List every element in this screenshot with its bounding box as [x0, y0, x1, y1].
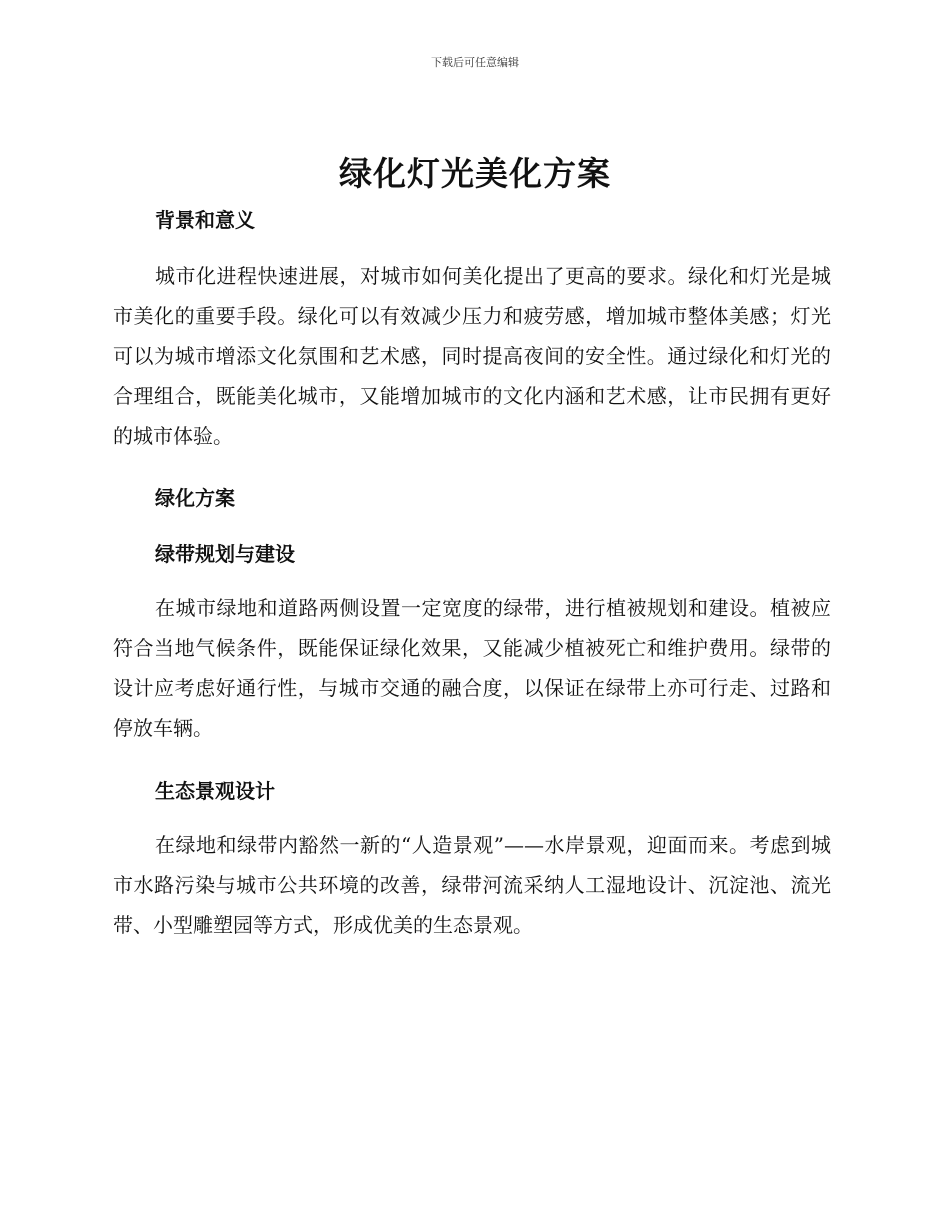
section-heading-green-belt: 绿带规划与建设	[155, 542, 295, 566]
header-note: 下载后可任意编辑	[431, 56, 519, 69]
paragraph-eco-landscape: 在绿地和绿带内豁然一新的“人造景观”——水岸景观，迎面而来。考虑到城市水路污染与城市公共环境的改善，绿带河流采纳人工湿地设计、沉淀池、流光带、小型雕塑园等方式，形成优美的生态景观。	[113, 833, 831, 937]
section-heading-eco-landscape: 生态景观设计	[155, 779, 275, 803]
document-title: 绿化灯光美化方案	[339, 154, 611, 193]
section-heading-background: 背景和意义	[155, 208, 255, 232]
paragraph-background: 城市化进程快速进展，对城市如何美化提出了更高的要求。绿化和灯光是城市美化的重要手段。绿化可以有效减少压力和疲劳感，增加城市整体美感；灯光可以为城市增添文化氛围和艺术感，同时提高夜间的安全性。通过绿化和灯光的合理组合，既能美化城市，又能增加城市的文化内涵和艺术感，让市民拥有更好的城市体验。	[113, 264, 831, 448]
section-heading-greening-plan: 绿化方案	[155, 486, 235, 510]
paragraph-green-belt: 在城市绿地和道路两侧设置一定宽度的绿带，进行植被规划和建设。植被应符合当地气候条件，既能保证绿化效果，又能减少植被死亡和维护费用。绿带的设计应考虑好通行性，与城市交通的融合度，以保证在绿带上亦可行走、过路和停放车辆。	[113, 596, 831, 740]
